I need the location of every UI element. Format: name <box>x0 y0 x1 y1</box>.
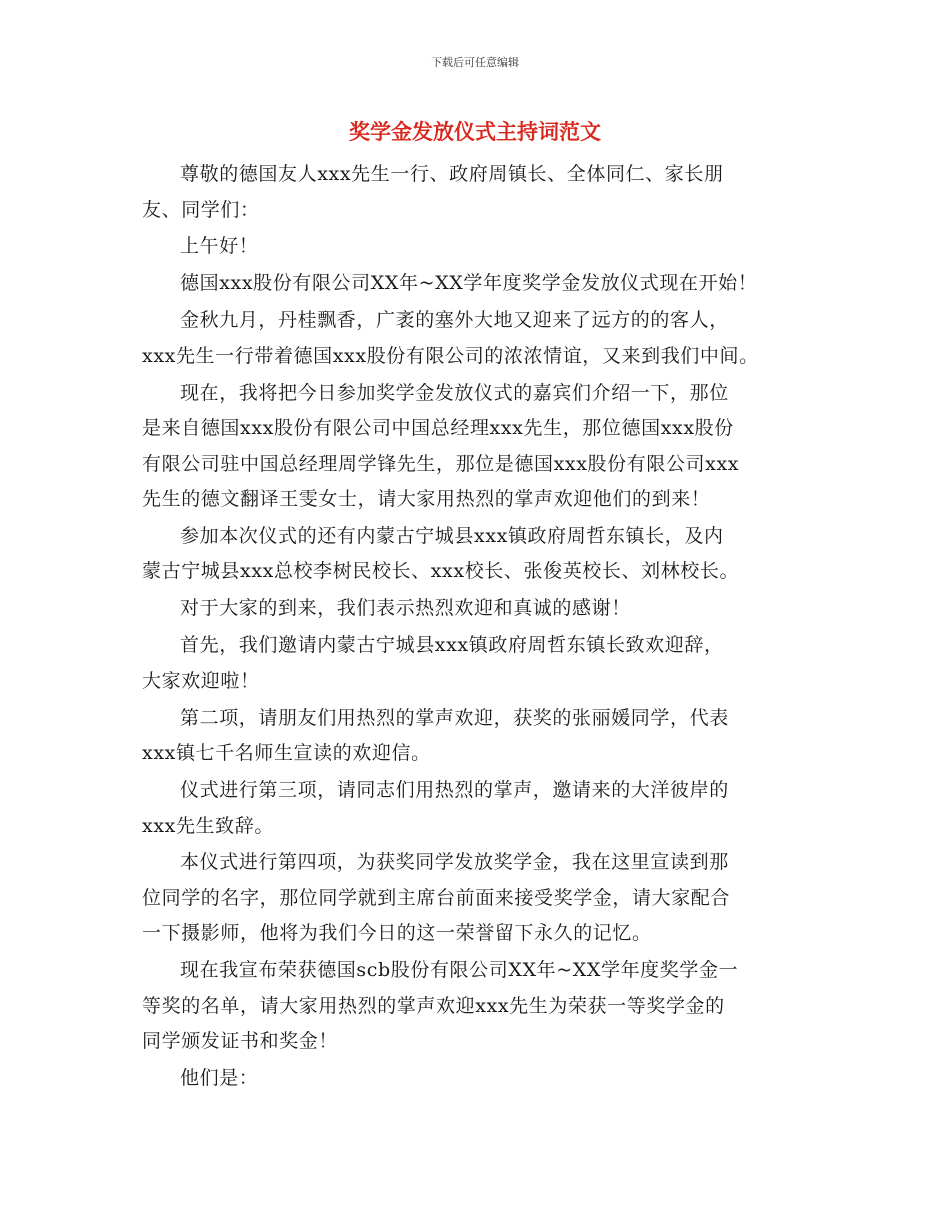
paragraph-winners-lead: 他们是： <box>180 1067 259 1090</box>
paragraph-first-prize: 现在我宣布荣获德国scb股份有限公司XX年~XX学年度奖学金一 等奖的名单，请大家用热烈的掌声欢迎xxx先生为荣获一等奖学金的 同学颁发证书和奖金！ <box>142 959 739 1053</box>
paragraph-first-item: 首先，我们邀请内蒙古宁城县xxx镇政府周哲东镇长致欢迎辞， 大家欢迎啦！ <box>142 634 724 692</box>
paragraph-second-item: 第二项，请朋友们用热烈的掌声欢迎，获奖的张丽媛同学，代表 xxx镇七千名师生宣读的欢迎信。 <box>142 706 729 765</box>
document-title: 奖学金发放仪式主持词范文 <box>349 120 601 144</box>
paragraph-welcome: 金秋九月，丹桂飘香，广袤的塞外大地又迎来了远方的的客人， xxx先生一行带着德国xxx股份有限公司的浓浓情谊，又来到我们中间。 <box>142 309 759 367</box>
paragraph-guests-intro: 现在，我将把今日参加奖学金发放仪式的嘉宾们介绍一下，那位 是来自德国xxx股份有限公司中国总经理xxx先生，那位德国xxx股份 有限公司驻中国总经理周学锋先生，那位是德国xxx股份有限公司xxx 先生的德文翻译王雯女士，请大家用热烈的掌声欢迎他们的到来！ <box>142 381 740 511</box>
paragraph-opening: 德国xxx股份有限公司XX年~XX学年度奖学金发放仪式现在开始！ <box>180 272 758 295</box>
paragraph-fourth-item: 本仪式进行第四项，为获奖同学发放奖学金，我在这里宣读到那 位同学的名字，那位同学就到主席台前面来接受奖学金，请大家配合 一下摄影师，他将为我们今日的这一荣誉留下永久的记忆。 <box>142 851 731 945</box>
header-note: 下载后可任意编辑 <box>431 56 519 69</box>
paragraph-thanks: 对于大家的到来，我们表示热烈欢迎和真诚的感谢！ <box>180 597 631 620</box>
paragraph-salutation: 尊敬的德国友人xxx先生一行、政府周镇长、全体同仁、家长朋 友、同学们： <box>142 163 724 221</box>
paragraph-attendees: 参加本次仪式的还有内蒙古宁城县xxx镇政府周哲东镇长，及内 蒙古宁城县xxx总校李树民校长、xxx校长、张俊英校长、刘林校长。 <box>142 524 740 583</box>
paragraph-greeting: 上午好！ <box>180 235 259 258</box>
paragraph-third-item: 仪式进行第三项，请同志们用热烈的掌声，邀请来的大洋彼岸的 xxx先生致辞。 <box>142 779 729 837</box>
document-body <box>142 157 822 1098</box>
